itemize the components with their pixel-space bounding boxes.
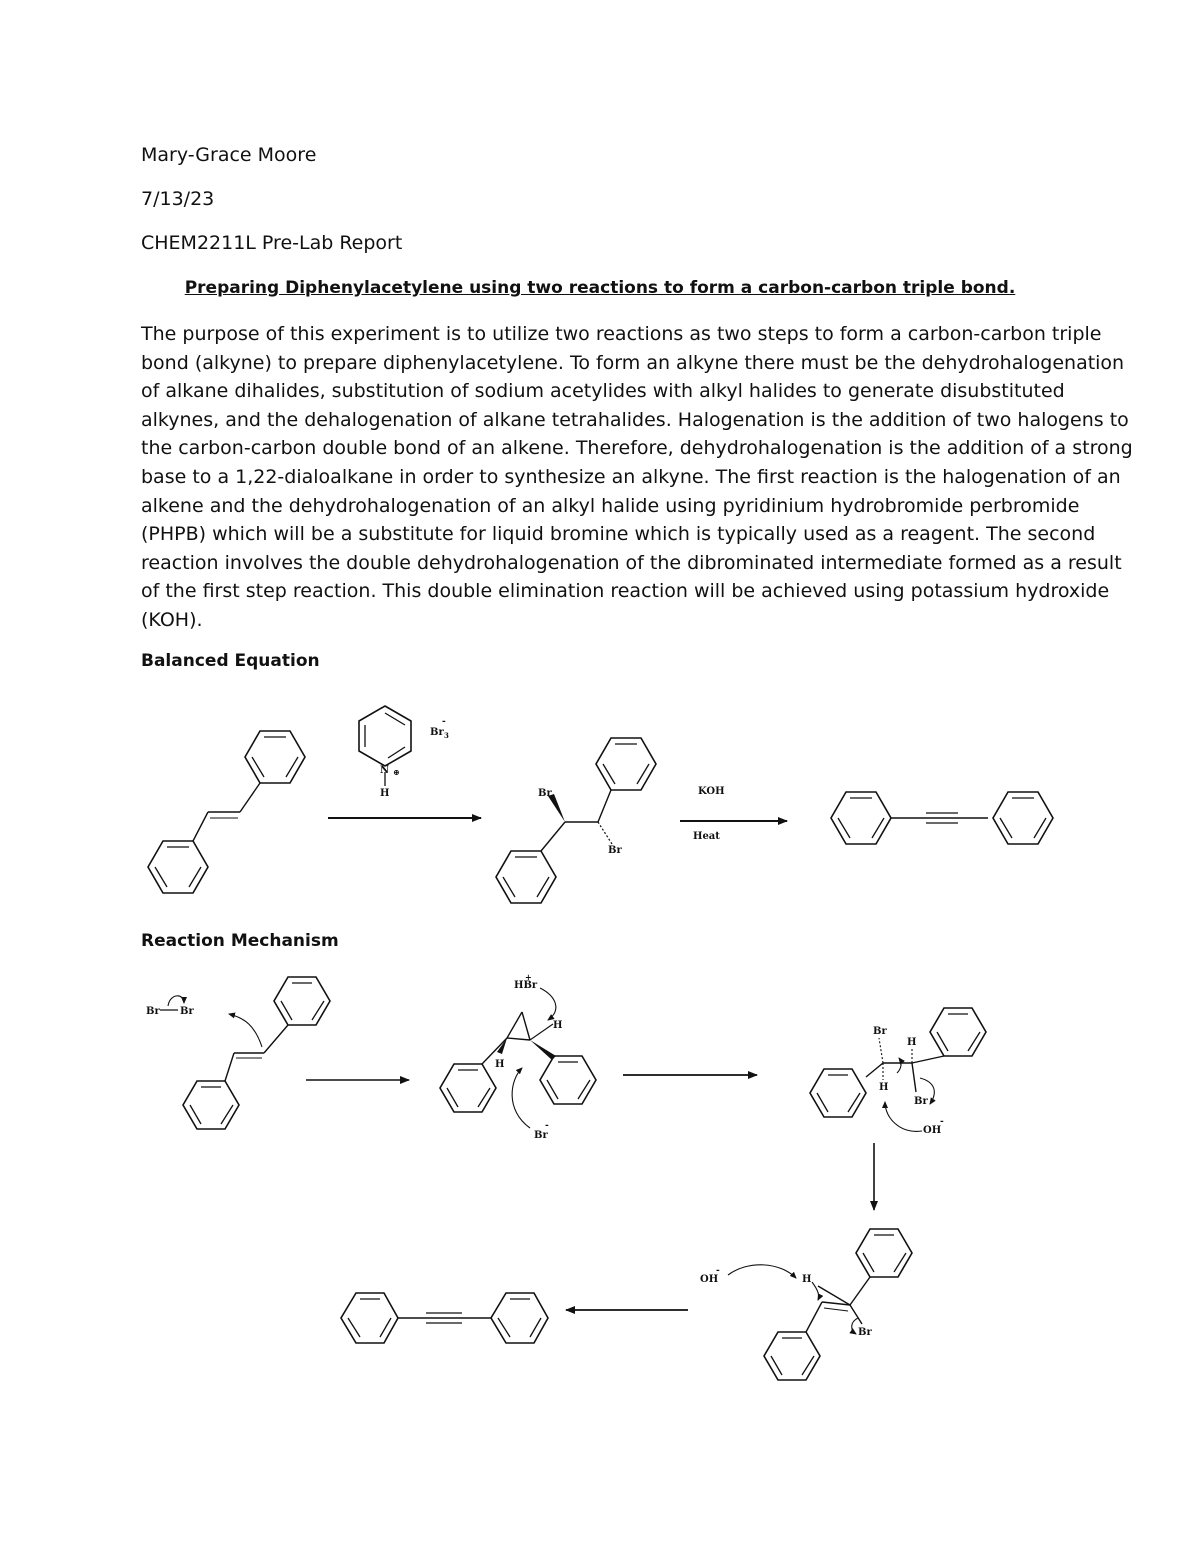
bromide-ion-label: Br [534, 1130, 548, 1141]
bromine-label: Br [873, 1026, 887, 1037]
document-title: Preparing Diphenylacetylene using two reactions to form a carbon-carbon triple bond. [184, 278, 1016, 298]
paragraph-line: The purpose of this experiment is to utilize two reactions as two steps to form a carbon-carbon triple [141, 323, 1102, 345]
stilbene-structure [148, 731, 305, 893]
bromide-label: Br [430, 727, 444, 738]
benzene-ring [491, 1293, 548, 1343]
pyridinium-structure [359, 706, 449, 799]
negative-charge: - [545, 1121, 549, 1131]
balanced-equation-heading: Balanced Equation [141, 651, 320, 671]
paragraph-line: base to a 1,22-dialoalkane in order to synthesize an alkyne. The first reaction is the halogenation of an [141, 465, 1121, 488]
paragraph-line: reaction involves the double dehydrohalogenation of the dibrominated intermediate formed as a result [141, 551, 1122, 574]
course-title: CHEM2211L Pre-Lab Report [141, 232, 403, 254]
nitrogen-label: N [380, 765, 390, 776]
bromide-subscript: 3 [444, 731, 449, 740]
benzene-ring [148, 841, 208, 893]
stilbene-structure [183, 977, 330, 1129]
report-date: 7/13/23 [141, 188, 215, 210]
heat-label: Heat [693, 831, 720, 842]
diphenylacetylene-structure [831, 792, 1053, 844]
paragraph-line: (PHPB) which will be a substitute for liquid bromine which is typically used as a reagent. The second [141, 523, 1096, 546]
paragraph-line: (KOH). [141, 608, 203, 631]
hydrogen-label: H [553, 1020, 563, 1031]
hydrogen-label: H [380, 788, 390, 799]
bromine-molecule [146, 996, 194, 1017]
benzene-ring [993, 792, 1053, 844]
vinyl-bromide-structure [700, 1229, 912, 1380]
benzene-ring [183, 1081, 239, 1129]
paragraph-line: bond (alkyne) to prepare diphenylacetylene. To form an alkyne there must be the dehydrohalogenation [141, 351, 1125, 374]
hydrogen-label: H [802, 1274, 812, 1285]
hydrogen-label: H [907, 1037, 917, 1048]
dibromide-elimination-structure [810, 1008, 986, 1136]
reaction-mechanism-scheme [146, 972, 986, 1380]
benzene-ring [496, 851, 556, 903]
benzene-ring [440, 1064, 496, 1112]
bromine-label: Br [858, 1327, 872, 1338]
paragraph-line: alkene and the dehydrohalogenation of an alkyl halide using pyridinium hydrobromide perbromide [141, 494, 1080, 517]
alkene-bonds [193, 783, 260, 841]
diphenylacetylene-structure [341, 1293, 548, 1343]
bromine-label: Br [146, 1006, 160, 1017]
bromonium-label: HBr [514, 980, 538, 991]
koh-label: KOH [698, 786, 725, 797]
positive-charge: + [525, 972, 532, 982]
hydrogen-label: H [495, 1059, 505, 1070]
hydroxide-label: OH [923, 1125, 942, 1136]
hydroxide-label: OH [700, 1274, 719, 1285]
reaction-mechanism-heading: Reaction Mechanism [141, 931, 339, 951]
bromine-label: Br [180, 1006, 194, 1017]
negative-charge: - [442, 717, 446, 727]
paragraph-line: of the first step reaction. This double elimination reaction will be achieved using potassium hydroxide [141, 580, 1110, 603]
benzene-ring [274, 977, 330, 1025]
benzene-ring [764, 1332, 820, 1380]
author-name: Mary-Grace Moore [141, 144, 317, 166]
benzene-ring [930, 1008, 986, 1056]
bromine-label: Br [608, 845, 622, 856]
benzene-ring [831, 792, 891, 844]
bromine-label: Br [538, 788, 552, 799]
stilbene-dibromide-structure [496, 738, 656, 903]
benzene-ring [856, 1229, 912, 1277]
benzene-ring [341, 1293, 398, 1343]
balanced-equation-scheme [148, 706, 1053, 903]
negative-charge: - [716, 1266, 720, 1276]
positive-charge: ⊕ [393, 767, 400, 777]
benzene-ring [596, 738, 656, 790]
paragraph-line: the carbon-carbon double bond of an alkene. Therefore, dehydrohalogenation is the addition of a strong [141, 437, 1133, 460]
paragraph-line: of alkane dihalides, substitution of sodium acetylides with alkyl halides to generate disubstituted [141, 380, 1065, 403]
paragraph-line: alkynes, and the dehalogenation of alkane tetrahalides. Halogenation is the addition of two halogens to [141, 408, 1129, 431]
benzene-ring [245, 731, 305, 783]
benzene-ring [810, 1069, 866, 1117]
negative-charge: - [940, 1117, 944, 1127]
bromine-label: Br [914, 1096, 928, 1107]
hydrogen-label: H [879, 1082, 889, 1093]
curved-arrow [229, 1014, 262, 1047]
bromonium-intermediate [440, 972, 596, 1141]
benzene-ring [540, 1056, 596, 1104]
